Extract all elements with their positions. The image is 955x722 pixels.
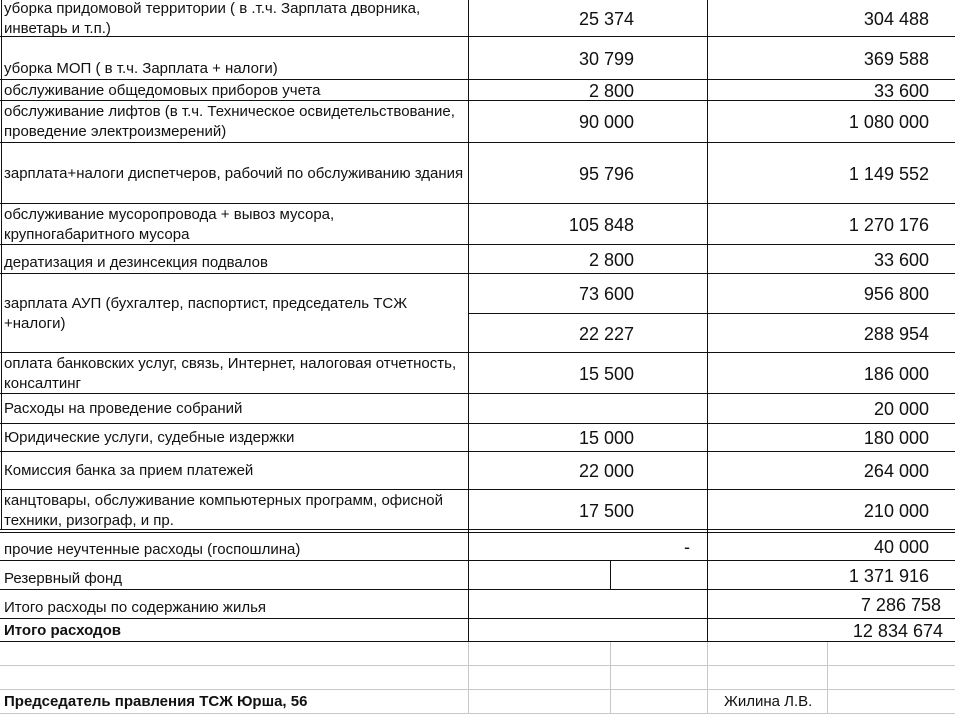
row-annual-taxes[interactable]: 288 954	[863, 323, 929, 344]
row-monthly[interactable]: 30 799	[578, 48, 634, 69]
gridline	[0, 423, 955, 424]
row-annual[interactable]: 7 286 758	[860, 594, 941, 615]
gridline	[0, 560, 955, 561]
row-label[interactable]: канцтовары, обслуживание компьютерных программ, офисной техники, ризограф, и пр.	[4, 491, 444, 529]
gridline	[0, 713, 955, 714]
row-label[interactable]: обслуживание лифтов (в т.ч. Техническое освидетельствование, проведение электроизмерений)	[4, 103, 455, 140]
gridline	[827, 642, 828, 714]
row-label[interactable]: Комиссия банка за прием платежей	[4, 462, 254, 479]
gridline	[0, 489, 955, 490]
signature-name: Жилина Л.В.	[724, 693, 813, 710]
gridline	[0, 352, 955, 353]
empty-cell[interactable]	[468, 619, 708, 642]
row-monthly[interactable]: 22 000	[578, 461, 634, 481]
gridline	[0, 79, 955, 80]
row-annual[interactable]: 33 600	[873, 80, 929, 101]
row-monthly[interactable]: 90 000	[578, 112, 634, 132]
row-monthly[interactable]: 105 848	[568, 214, 634, 235]
row-monthly-taxes[interactable]: 22 227	[578, 323, 634, 344]
row-monthly[interactable]: 73 600	[578, 284, 634, 304]
row-annual[interactable]: 304 488	[863, 8, 929, 29]
row-annual[interactable]: 369 588	[863, 48, 929, 69]
row-annual[interactable]: 186 000	[863, 363, 929, 384]
gridline	[610, 561, 611, 590]
row-annual[interactable]: 264 000	[863, 461, 929, 481]
gridline	[707, 0, 708, 642]
gridline	[0, 203, 955, 204]
row-label[interactable]: прочие неучтенные расходы (госпошлина)	[4, 541, 301, 558]
row-annual[interactable]: 40 000	[873, 537, 929, 557]
empty-cell[interactable]	[468, 590, 708, 619]
row-label[interactable]: зарплата АУП (бухгалтер, паспортист, председатель ТСЖ +налоги)	[4, 294, 408, 332]
row-annual[interactable]: 1 371 916	[848, 565, 929, 586]
gridline	[0, 532, 955, 533]
gridline	[0, 665, 955, 666]
row-annual[interactable]: 33 600	[873, 249, 929, 270]
row-monthly[interactable]: 25 374	[578, 8, 634, 29]
row-annual[interactable]: 180 000	[863, 428, 929, 448]
gridline	[0, 100, 955, 101]
row-label[interactable]: уборка МОП ( в т.ч. Зарплата + налоги)	[4, 60, 278, 77]
row-annual[interactable]: 210 000	[863, 500, 929, 521]
gridline	[0, 244, 955, 245]
row-label[interactable]: Расходы на проведение собраний	[4, 400, 243, 417]
row-monthly[interactable]	[468, 394, 708, 424]
row-monthly[interactable]: 17 500	[578, 500, 634, 521]
total-value[interactable]: 12 834 674	[852, 620, 943, 641]
gridline	[0, 451, 955, 452]
row-label[interactable]: Итого расходы по содержанию жилья	[4, 599, 267, 616]
row-annual[interactable]: 20 000	[873, 399, 929, 419]
gridline	[0, 142, 955, 143]
gridline	[0, 689, 955, 690]
row-label[interactable]: зарплата+налоги диспетчеров, рабочий по обслуживанию здания	[4, 164, 464, 182]
gridline	[0, 273, 955, 274]
row-label[interactable]: уборка придомовой территории ( в .т.ч. Зарплата дворника, инветарь и т.п.)	[4, 0, 421, 37]
signature-title: Председатель правления ТСЖ Юрша, 56	[4, 693, 308, 710]
row-label[interactable]: дератизация и дезинсекция подвалов	[4, 254, 268, 271]
row-label[interactable]: обслуживание мусоропровода + вывоз мусора, крупногабаритного мусора	[4, 205, 335, 243]
row-monthly[interactable]: 95 796	[578, 163, 634, 184]
gridline	[468, 313, 955, 314]
row-monthly[interactable]: 2 800	[588, 80, 634, 101]
gridline	[0, 36, 955, 37]
row-label[interactable]: обслуживание общедомовых приборов учета	[4, 81, 321, 99]
empty-cell[interactable]	[468, 561, 610, 590]
gridline	[0, 529, 955, 530]
row-monthly[interactable]: 15 500	[578, 363, 634, 384]
empty-cell[interactable]	[610, 561, 708, 590]
total-label[interactable]: Итого расходов	[4, 622, 121, 639]
row-annual[interactable]: 1 149 552	[848, 163, 929, 184]
row-monthly[interactable]: 2 800	[588, 249, 634, 270]
row-annual[interactable]: 1 270 176	[848, 214, 929, 235]
gridline	[1, 0, 2, 530]
gridline	[610, 642, 611, 714]
gridline	[0, 393, 955, 394]
row-monthly[interactable]: -	[684, 537, 690, 557]
gridline	[707, 642, 708, 714]
gridline	[468, 0, 469, 642]
gridline	[0, 589, 955, 590]
row-monthly[interactable]: 15 000	[578, 428, 634, 448]
row-annual[interactable]: 1 080 000	[848, 112, 929, 132]
row-label[interactable]: Резервный фонд	[4, 570, 123, 587]
gridline	[468, 642, 469, 714]
row-label[interactable]: оплата банковских услуг, связь, Интернет, налоговая отчетность, консалтинг	[4, 354, 457, 392]
gridline	[0, 618, 955, 619]
row-annual[interactable]: 956 800	[863, 284, 929, 304]
gridline	[0, 641, 955, 642]
row-label[interactable]: Юридические услуги, судебные издержки	[4, 429, 295, 446]
